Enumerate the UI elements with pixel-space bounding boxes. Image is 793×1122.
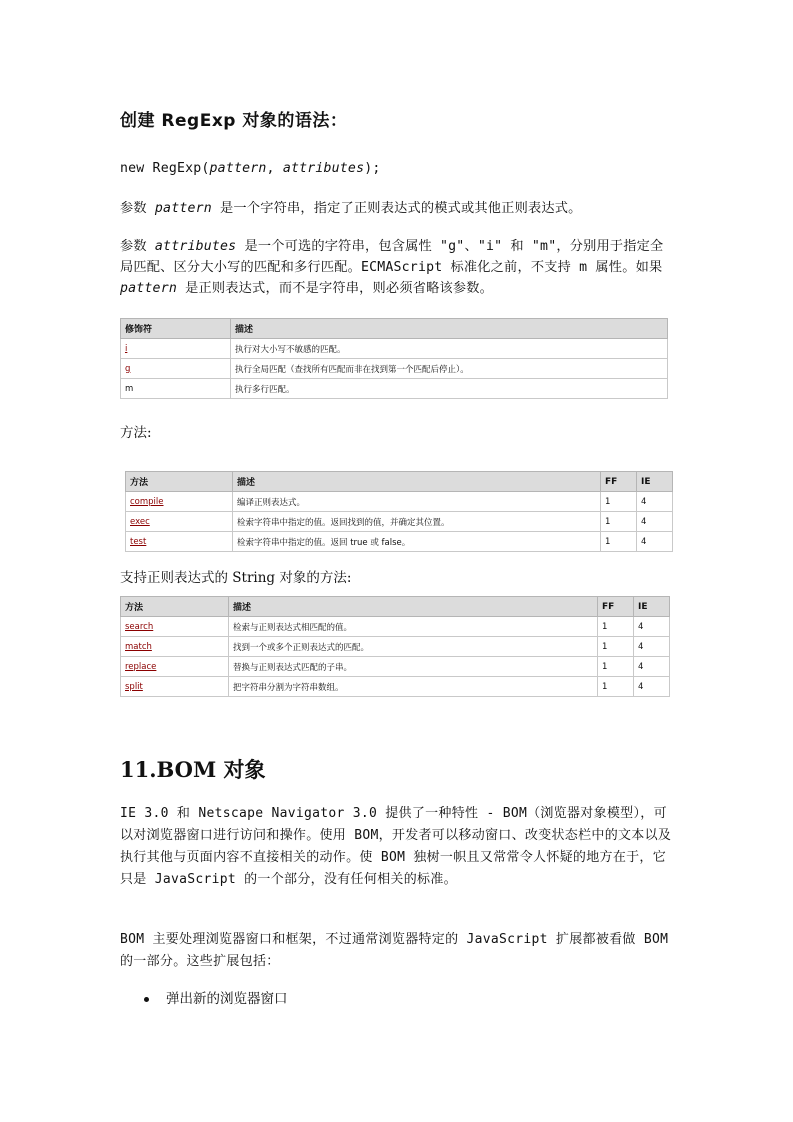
string-match-link[interactable]: match	[121, 637, 229, 657]
string-search-link[interactable]: search	[121, 617, 229, 637]
modifier-i-link[interactable]: i	[121, 339, 231, 359]
string-method-description: 检索与正则表达式相匹配的值。	[229, 617, 598, 637]
method-ie: 4	[637, 532, 673, 552]
attributes-term: attributes	[154, 239, 237, 254]
regexp-methods-table	[125, 471, 673, 552]
string-method-ie: 4	[634, 657, 670, 677]
string-replace-link[interactable]: replace	[121, 657, 229, 677]
string-method-description: 找到一个或多个正则表达式的匹配。	[229, 637, 598, 657]
table-row	[121, 339, 668, 359]
method-ie: 4	[637, 492, 673, 512]
string-header-description: 描述	[229, 597, 598, 617]
table-row	[121, 359, 668, 379]
string-header-ff: FF	[598, 597, 634, 617]
table-row	[126, 492, 673, 512]
table-row	[121, 379, 668, 399]
method-ff: 1	[601, 492, 637, 512]
modifier-description: 执行对大小写不敏感的匹配。	[231, 339, 668, 359]
syntax-prefix: new RegExp(	[120, 161, 210, 176]
modifiers-header-modifier: 修饰符	[121, 319, 231, 339]
table-row	[126, 512, 673, 532]
modifier-description: 执行多行匹配。	[231, 379, 668, 399]
table-row	[121, 637, 670, 657]
table-row	[121, 617, 670, 637]
methods-header-ff: FF	[601, 472, 637, 492]
string-header-method: 方法	[121, 597, 229, 617]
method-description: 编译正则表达式。	[233, 492, 601, 512]
bom-intro-paragraph: IE 3.0 和 Netscape Navigator 3.0 提供了一种特性 - BOM（浏览器对象模型），可以对浏览器窗口进行访问和操作。使用 BOM，开发者可以移动窗口、改变状态栏中的文本以及执行其他与页面内容不直接相关的动作。使 BOM 独树一帜且又常常令人怀疑的地方在于，它只是 JavaScript 的一个部分，没有任何相关的标准。	[120, 806, 672, 887]
method-ff: 1	[601, 512, 637, 532]
syntax-separator: ,	[266, 161, 283, 176]
string-method-description: 把字符串分割为字符串数组。	[229, 677, 598, 697]
modifier-description: 执行全局匹配（查找所有匹配而非在找到第一个匹配后停止）。	[231, 359, 668, 379]
attributes-param-description: 参数 attributes 是一个可选的字符串，包含属性 "g"、"i" 和 "m"，分别用于指定全局匹配、区分大小写的匹配和多行匹配。ECMAScript 标准化之前，不支持 m 属性。如果 pattern 是正则表达式，而不是字符串，则必须省略该参数。	[120, 239, 664, 296]
bom-extensions-list	[142, 988, 288, 1010]
pattern-term: pattern	[154, 201, 212, 216]
method-ff: 1	[601, 532, 637, 552]
syntax-arg-attributes: attributes	[282, 161, 365, 176]
string-method-ff: 1	[598, 657, 634, 677]
table-row	[121, 677, 670, 697]
modifiers-table	[120, 318, 668, 399]
methods-header-description: 描述	[233, 472, 601, 492]
table-row	[121, 657, 670, 677]
string-method-ff: 1	[598, 637, 634, 657]
string-header-ie: IE	[634, 597, 670, 617]
string-split-link[interactable]: split	[121, 677, 229, 697]
methods-header-method: 方法	[126, 472, 233, 492]
method-test-link[interactable]: test	[126, 532, 233, 552]
string-methods-label: 支持正则表达式的 String 对象的方法:	[120, 570, 352, 586]
table-row	[126, 532, 673, 552]
syntax-arg-pattern: pattern	[209, 161, 267, 176]
methods-label: 方法:	[120, 425, 152, 441]
method-ie: 4	[637, 512, 673, 532]
regexp-syntax-code	[120, 158, 672, 179]
string-methods-table	[120, 596, 670, 697]
modifiers-header-description: 描述	[231, 319, 668, 339]
list-item-text: 弹出新的浏览器窗口	[166, 991, 288, 1007]
methods-header-ie: IE	[637, 472, 673, 492]
modifier-g-link[interactable]: g	[121, 359, 231, 379]
pattern-param-description: 参数 pattern 是一个字符串，指定了正则表达式的模式或其他正则表达式。	[120, 201, 582, 216]
string-method-ie: 4	[634, 637, 670, 657]
modifier-m: m	[121, 379, 231, 399]
method-description: 检索字符串中指定的值。返回 true 或 false。	[233, 532, 601, 552]
syntax-suffix: );	[364, 161, 381, 176]
string-method-ff: 1	[598, 617, 634, 637]
string-method-ie: 4	[634, 677, 670, 697]
bom-section-heading: 11.BOM 对象	[120, 757, 266, 782]
string-method-ff: 1	[598, 677, 634, 697]
bullet-icon	[144, 997, 149, 1002]
pattern-term-2: pattern	[120, 281, 177, 296]
list-item	[142, 988, 288, 1010]
bom-scope-paragraph: BOM 主要处理浏览器窗口和框架，不过通常浏览器特定的 JavaScript 扩展都被看做 BOM 的一部分。这些扩展包括：	[120, 932, 669, 969]
method-exec-link[interactable]: exec	[126, 512, 233, 532]
string-method-ie: 4	[634, 617, 670, 637]
method-description: 检索字符串中指定的值。返回找到的值，并确定其位置。	[233, 512, 601, 532]
string-method-description: 替换与正则表达式匹配的子串。	[229, 657, 598, 677]
regexp-syntax-heading: 创建 RegExp 对象的语法：	[120, 111, 348, 131]
method-compile-link[interactable]: compile	[126, 492, 233, 512]
